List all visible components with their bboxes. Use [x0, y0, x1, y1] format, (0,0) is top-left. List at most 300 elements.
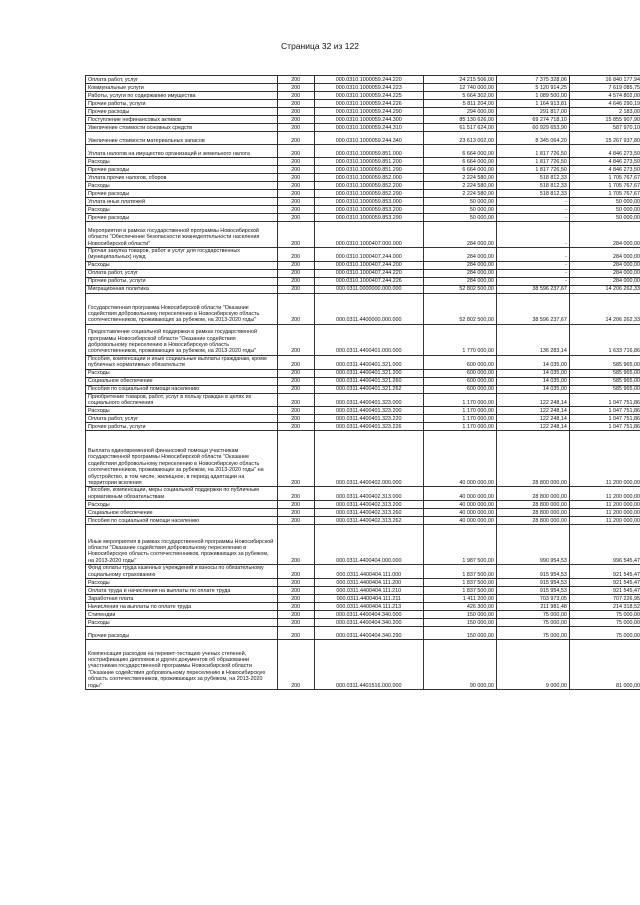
row-approved-cell: 52 802 500,00	[423, 293, 496, 324]
row-name-cell: Расходы	[86, 407, 278, 415]
row-executed-cell: 14 035,00	[496, 377, 569, 385]
row-kbk-cell: 000.0311.4400404.111.213	[314, 603, 423, 611]
row-name-cell: Начисления на выплаты по оплате труда	[86, 603, 278, 611]
table-row	[86, 627, 640, 640]
row-remaining-cell: 1 047 751,86	[569, 393, 640, 407]
row-approved-cell: 150 000,00	[423, 627, 496, 640]
row-name-cell: Иные мероприятия в рамках государственной программы Новосибирской области "Оказание содействия добровольному переселению в Новосибирскую область соотечественников, проживающих за рубежом, на 2013-2020 годы"	[86, 525, 278, 565]
row-name-cell: Расходы	[86, 579, 278, 587]
row-remaining-cell: 921 545,47	[569, 579, 640, 587]
row-remaining-cell: 284 000,00	[569, 261, 640, 269]
row-code-cell: 200	[277, 269, 314, 277]
row-remaining-cell: 587 970,10	[569, 124, 640, 132]
row-name-cell: Прочая закупка товаров, работ и услуг для государственных (муниципальных) нужд	[86, 248, 278, 262]
row-executed-cell: 5 120 914,25	[496, 84, 569, 92]
row-kbk-cell: 000.0311.4400404.111.200	[314, 579, 423, 587]
row-remaining-cell: 921 545,47	[569, 565, 640, 579]
row-name-cell: Приобретение товаров, работ, услуг в пользу граждан в целях их социального обеспечения	[86, 393, 278, 407]
row-executed-cell: 136 283,14	[496, 324, 569, 355]
row-executed-cell: 915 954,53	[496, 565, 569, 579]
row-name-cell: Прочие расходы	[86, 108, 278, 116]
table-row	[86, 579, 640, 587]
row-kbk-cell: 000.0310.1000059.852.290	[314, 190, 423, 198]
table-row	[86, 100, 640, 108]
row-executed-cell: 703 973,05	[496, 595, 569, 603]
row-executed-cell: 122 248,14	[496, 415, 569, 423]
row-remaining-cell: 585 965,00	[569, 369, 640, 377]
row-name-cell: Заработная плата	[86, 595, 278, 603]
table-row	[86, 206, 640, 214]
row-remaining-cell: 1 047 751,86	[569, 423, 640, 431]
row-name-cell: Прочие расходы	[86, 627, 278, 640]
row-remaining-cell: 707 226,95	[569, 595, 640, 603]
row-remaining-cell: 11 200 000,00	[569, 431, 640, 487]
row-name-cell: Увеличение стоимости материальных запасов	[86, 132, 278, 145]
row-approved-cell: 2 224 580,00	[423, 190, 496, 198]
row-name-cell: Оплата работ, услуг	[86, 415, 278, 423]
row-kbk-cell: 000.0311.4400402.313.200	[314, 501, 423, 509]
row-kbk-cell: 000.0311.4400401.321.200	[314, 369, 423, 377]
row-code-cell: 200	[277, 145, 314, 158]
row-name-cell: Государственная программа Новосибирской области "Оказание содействия добровольному переселению в Новосибирскую область соотечественников, проживающих за рубежом, на 2013-2020 годы"	[86, 293, 278, 324]
table-row	[86, 198, 640, 206]
row-code-cell: 200	[277, 100, 314, 108]
row-executed-cell: 9 000,00	[496, 640, 569, 690]
row-executed-cell: 1 817 726,50	[496, 166, 569, 174]
row-executed-cell: 915 954,53	[496, 587, 569, 595]
row-executed-cell: -	[496, 277, 569, 285]
row-kbk-cell: 000.0310.1000407.244.226	[314, 277, 423, 285]
row-remaining-cell: 81 000,00	[569, 640, 640, 690]
table-row	[86, 385, 640, 393]
row-remaining-cell: 11 200 000,00	[569, 517, 640, 525]
row-code-cell: 200	[277, 509, 314, 517]
row-remaining-cell: 996 545,47	[569, 525, 640, 565]
table-row	[86, 501, 640, 509]
row-code-cell: 200	[277, 517, 314, 525]
row-name-cell: Пособия по социальной помощи населению	[86, 517, 278, 525]
table-row	[86, 355, 640, 369]
row-name-cell: Расходы	[86, 261, 278, 269]
row-approved-cell: 50 000,00	[423, 206, 496, 214]
table-row	[86, 509, 640, 517]
table-row	[86, 174, 640, 182]
row-name-cell: Работы, услуги по содержанию имущества	[86, 92, 278, 100]
row-remaining-cell: 4 846 273,50	[569, 166, 640, 174]
row-approved-cell: 61 517 624,00	[423, 124, 496, 132]
row-approved-cell: 40 000 000,00	[423, 487, 496, 501]
table-row	[86, 415, 640, 423]
row-approved-cell: 1 170 000,00	[423, 393, 496, 407]
row-code-cell: 200	[277, 285, 314, 293]
row-kbk-cell: 000.0310.1000059.244.223	[314, 84, 423, 92]
row-name-cell: Компенсация расходов на перевет-тестацию ученых степеней, нострификацию дипломов и других документов об образовании участникам государственной программы Новосибирской области "Оказание содействия добровольному переселению в Новосибирскую область соотечественников, проживающих за рубежом, на 2013-2020 годы"	[86, 640, 278, 690]
row-kbk-cell: 000.0311.4400404.111.000	[314, 565, 423, 579]
row-kbk-cell: 000.0311.4400401.321.260	[314, 377, 423, 385]
row-remaining-cell: 11 200 000,00	[569, 509, 640, 517]
row-name-cell: Прочие расходы	[86, 214, 278, 222]
row-remaining-cell: 50 000,00	[569, 206, 640, 214]
row-approved-cell: 284 000,00	[423, 222, 496, 248]
table-row	[86, 611, 640, 619]
table-row	[86, 92, 640, 100]
row-code-cell: 200	[277, 190, 314, 198]
row-approved-cell: 50 000,00	[423, 198, 496, 206]
row-code-cell: 200	[277, 324, 314, 355]
row-kbk-cell: 000.0310.1000059.244.226	[314, 100, 423, 108]
table-row	[86, 84, 640, 92]
row-executed-cell: 8 345 064,20	[496, 132, 569, 145]
row-remaining-cell: 1 633 716,86	[569, 324, 640, 355]
row-name-cell: Социальное обеспечение	[86, 509, 278, 517]
row-remaining-cell: 75 000,00	[569, 627, 640, 640]
table-row	[86, 431, 640, 487]
row-kbk-cell: 000.0311.4400402.313.000	[314, 487, 423, 501]
table-row	[86, 277, 640, 285]
table-row	[86, 517, 640, 525]
table-row	[86, 423, 640, 431]
row-approved-cell: 1 837 500,00	[423, 579, 496, 587]
row-approved-cell: 40 000 000,00	[423, 509, 496, 517]
row-executed-cell: 7 375 328,06	[496, 76, 569, 84]
row-code-cell: 200	[277, 501, 314, 509]
row-name-cell: Уплата иных платежей	[86, 198, 278, 206]
row-remaining-cell: 75 000,00	[569, 611, 640, 619]
row-approved-cell: 284 000,00	[423, 277, 496, 285]
table-row	[86, 587, 640, 595]
row-code-cell: 200	[277, 182, 314, 190]
row-remaining-cell: 15 855 907,90	[569, 116, 640, 124]
row-remaining-cell: 284 000,00	[569, 269, 640, 277]
table-row	[86, 76, 640, 84]
row-kbk-cell: 000.0311.4400404.111.210	[314, 587, 423, 595]
row-code-cell: 200	[277, 369, 314, 377]
row-name-cell: Уплата прочих налогов, сборов	[86, 174, 278, 182]
row-name-cell: Миграционная политика	[86, 285, 278, 293]
table-row	[86, 261, 640, 269]
row-executed-cell: 28 800 000,00	[496, 501, 569, 509]
row-executed-cell: 291 817,00	[496, 108, 569, 116]
row-name-cell: Стипендии	[86, 611, 278, 619]
row-approved-cell: 284 000,00	[423, 261, 496, 269]
row-code-cell: 200	[277, 214, 314, 222]
row-approved-cell: 600 000,00	[423, 355, 496, 369]
table-row	[86, 182, 640, 190]
row-kbk-cell: 000.0310.1000059.244.340	[314, 132, 423, 145]
row-kbk-cell: 000.0310.1000059.851.000	[314, 145, 423, 158]
row-name-cell: Расходы	[86, 206, 278, 214]
row-kbk-cell: 000.0310.1000059.853.000	[314, 198, 423, 206]
row-executed-cell: 60 929 653,90	[496, 124, 569, 132]
row-code-cell: 200	[277, 565, 314, 579]
row-executed-cell: 28 800 000,00	[496, 517, 569, 525]
table-row	[86, 145, 640, 158]
row-executed-cell: 14 035,00	[496, 355, 569, 369]
row-kbk-cell: 000.0310.1000059.244.225	[314, 92, 423, 100]
row-remaining-cell: 4 846 273,50	[569, 145, 640, 158]
table-row	[86, 487, 640, 501]
row-name-cell: Коммунальные услуги	[86, 84, 278, 92]
row-code-cell: 200	[277, 611, 314, 619]
row-kbk-cell: 000.0311.4400402.000.000	[314, 431, 423, 487]
row-kbk-cell: 000.0311.4400404.000.000	[314, 525, 423, 565]
row-kbk-cell: 000.0310.1000407.244.220	[314, 269, 423, 277]
row-executed-cell: 518 812,33	[496, 174, 569, 182]
row-executed-cell: 14 035,00	[496, 369, 569, 377]
row-approved-cell: 2 224 580,00	[423, 182, 496, 190]
row-name-cell: Оплата работ, услуг	[86, 76, 278, 84]
row-executed-cell: 75 000,00	[496, 627, 569, 640]
row-kbk-cell: 000.0310.1000059.244.310	[314, 124, 423, 132]
row-code-cell: 200	[277, 166, 314, 174]
row-code-cell: 200	[277, 92, 314, 100]
row-executed-cell: -	[496, 222, 569, 248]
table-row	[86, 222, 640, 248]
row-executed-cell: -	[496, 248, 569, 262]
row-executed-cell: 38 596 237,67	[496, 293, 569, 324]
table-row	[86, 619, 640, 627]
row-code-cell: 200	[277, 393, 314, 407]
row-remaining-cell: 1 047 751,86	[569, 407, 640, 415]
row-name-cell: Выплата единовременной финансовой помощи участникам государственной программы Новосибирской области "Оказание содействия добровольному переселению в Новосибирскую область соотечественников, проживающих за рубежом, на 2013-2020 годы" на обустройство, в том числе, жилищное, в период адаптации на территории вселения	[86, 431, 278, 487]
table-row	[86, 108, 640, 116]
row-kbk-cell: 000.0310.1000407.244.200	[314, 261, 423, 269]
row-approved-cell: 12 740 000,00	[423, 84, 496, 92]
table-row	[86, 565, 640, 579]
row-executed-cell: 1 817 726,50	[496, 145, 569, 158]
row-executed-cell: 122 248,14	[496, 423, 569, 431]
row-name-cell: Расходы	[86, 369, 278, 377]
row-executed-cell: 1 817 726,50	[496, 158, 569, 166]
row-kbk-cell: 000.0310.1000059.853.200	[314, 206, 423, 214]
table-row	[86, 393, 640, 407]
row-code-cell: 200	[277, 248, 314, 262]
row-executed-cell: 990 954,53	[496, 525, 569, 565]
row-approved-cell: 1 170 000,00	[423, 415, 496, 423]
row-code-cell: 200	[277, 487, 314, 501]
row-executed-cell: 69 274 718,10	[496, 116, 569, 124]
row-approved-cell: 40 000 000,00	[423, 517, 496, 525]
row-code-cell: 200	[277, 84, 314, 92]
row-remaining-cell: 1 047 751,86	[569, 415, 640, 423]
row-code-cell: 200	[277, 423, 314, 431]
row-executed-cell: 518 812,33	[496, 190, 569, 198]
row-executed-cell: 122 248,14	[496, 393, 569, 407]
row-remaining-cell: 585 965,00	[569, 385, 640, 393]
row-kbk-cell: 000.0311.4400404.111.211	[314, 595, 423, 603]
row-code-cell: 200	[277, 277, 314, 285]
row-code-cell: 200	[277, 377, 314, 385]
row-approved-cell: 1 170 000,00	[423, 423, 496, 431]
row-executed-cell: -	[496, 198, 569, 206]
row-approved-cell: 5 811 204,00	[423, 100, 496, 108]
row-code-cell: 200	[277, 261, 314, 269]
row-approved-cell: 284 000,00	[423, 248, 496, 262]
row-kbk-cell: 000.0311.4400000.000.000	[314, 293, 423, 324]
row-remaining-cell: 50 000,00	[569, 214, 640, 222]
row-kbk-cell: 000.0311.4400402.313.260	[314, 509, 423, 517]
row-code-cell: 200	[277, 206, 314, 214]
table-row	[86, 166, 640, 174]
row-kbk-cell: 000.0311.4400402.313.262	[314, 517, 423, 525]
table-row	[86, 269, 640, 277]
row-code-cell: 200	[277, 415, 314, 423]
row-approved-cell: 284 000,00	[423, 269, 496, 277]
row-kbk-cell: 000.0310.1000059.852.200	[314, 182, 423, 190]
row-remaining-cell: 16 840 177,94	[569, 76, 640, 84]
row-executed-cell: 28 800 000,00	[496, 509, 569, 517]
row-name-cell: Прочие работы, услуги	[86, 100, 278, 108]
row-name-cell: Расходы	[86, 158, 278, 166]
row-approved-cell: 52 802 500,00	[423, 285, 496, 293]
row-executed-cell: 28 800 000,00	[496, 487, 569, 501]
row-remaining-cell: 4 574 802,00	[569, 92, 640, 100]
row-remaining-cell: 284 000,00	[569, 248, 640, 262]
row-kbk-cell: 000.0311.4400401.321.262	[314, 385, 423, 393]
row-kbk-cell: 000.0311.4400401.321.000	[314, 355, 423, 369]
row-remaining-cell: 14 206 262,33	[569, 293, 640, 324]
table-row	[86, 285, 640, 293]
row-kbk-cell: 000.0311.4400404.340.290	[314, 627, 423, 640]
row-executed-cell: -	[496, 206, 569, 214]
row-approved-cell: 1 770 000,00	[423, 324, 496, 355]
row-kbk-cell: 000.0310.1000059.244.290	[314, 108, 423, 116]
row-approved-cell: 1 411 200,00	[423, 595, 496, 603]
row-remaining-cell: 921 545,47	[569, 587, 640, 595]
row-code-cell: 200	[277, 595, 314, 603]
row-kbk-cell: 000.0310.1000059.244.300	[314, 116, 423, 124]
row-name-cell: Прочие работы, услуги	[86, 277, 278, 285]
row-remaining-cell: 11 200 000,00	[569, 487, 640, 501]
row-remaining-cell: 15 267 937,80	[569, 132, 640, 145]
table-row	[86, 293, 640, 324]
row-remaining-cell: 4 846 273,50	[569, 158, 640, 166]
row-code-cell: 200	[277, 603, 314, 611]
page-number-header: Страница 32 из 122	[281, 41, 359, 51]
row-executed-cell: 38 596 237,67	[496, 285, 569, 293]
row-code-cell: 200	[277, 293, 314, 324]
table-row	[86, 124, 640, 132]
row-code-cell: 200	[277, 579, 314, 587]
row-approved-cell: 90 000,00	[423, 640, 496, 690]
row-kbk-cell: 000.0310.1000059.851.200	[314, 158, 423, 166]
row-executed-cell: 915 954,53	[496, 579, 569, 587]
table-row	[86, 525, 640, 565]
row-kbk-cell: 000.0311.4400401.323.200	[314, 407, 423, 415]
row-approved-cell: 40 000 000,00	[423, 431, 496, 487]
row-name-cell: Пособия по социальной помощи населению	[86, 385, 278, 393]
row-name-cell: Расходы	[86, 501, 278, 509]
row-approved-cell: 600 000,00	[423, 385, 496, 393]
row-code-cell: 200	[277, 198, 314, 206]
row-approved-cell: 294 000,00	[423, 108, 496, 116]
row-code-cell: 200	[277, 525, 314, 565]
row-approved-cell: 40 000 000,00	[423, 501, 496, 509]
row-approved-cell: 1 987 500,00	[423, 525, 496, 565]
row-remaining-cell: 7 619 085,75	[569, 84, 640, 92]
row-remaining-cell: 214 318,52	[569, 603, 640, 611]
row-name-cell: Оплата труда и начисления на выплаты по оплате труда	[86, 587, 278, 595]
row-approved-cell: 150 000,00	[423, 619, 496, 627]
row-kbk-cell: 000.0310.1000059.853.290	[314, 214, 423, 222]
row-remaining-cell: 75 000,00	[569, 619, 640, 627]
row-code-cell: 200	[277, 385, 314, 393]
row-executed-cell: -	[496, 261, 569, 269]
row-approved-cell: 1 170 000,00	[423, 407, 496, 415]
row-kbk-cell: 000.0311.4400404.340.200	[314, 619, 423, 627]
row-executed-cell: -	[496, 269, 569, 277]
row-kbk-cell: 000.0310.1000407.244.000	[314, 248, 423, 262]
row-approved-cell: 23 613 002,00	[423, 132, 496, 145]
row-executed-cell: 28 800 000,00	[496, 431, 569, 487]
row-approved-cell: 426 300,00	[423, 603, 496, 611]
row-kbk-cell: 000.0311.4400401.323.226	[314, 423, 423, 431]
row-name-cell: Социальное обеспечение	[86, 377, 278, 385]
row-kbk-cell: 000.0311.4401516.000.000	[314, 640, 423, 690]
row-approved-cell: 24 215 506,00	[423, 76, 496, 84]
row-kbk-cell: 000.0311.0000000.000.000	[314, 285, 423, 293]
row-code-cell: 200	[277, 355, 314, 369]
table-row	[86, 369, 640, 377]
row-code-cell: 200	[277, 174, 314, 182]
row-name-cell: Оплата работ, услуг	[86, 269, 278, 277]
row-kbk-cell: 000.0310.1000059.244.220	[314, 76, 423, 84]
row-remaining-cell: 4 646 290,19	[569, 100, 640, 108]
row-code-cell: 200	[277, 619, 314, 627]
row-remaining-cell: 585 965,00	[569, 377, 640, 385]
row-remaining-cell: 14 206 262,33	[569, 285, 640, 293]
table-row	[86, 190, 640, 198]
row-name-cell: Мероприятия в рамках государственной программы Новосибирской области "Обеспечение безопасности жизнедеятельности населения Новосибирской области"	[86, 222, 278, 248]
row-executed-cell: 1 164 913,81	[496, 100, 569, 108]
row-code-cell: 200	[277, 222, 314, 248]
row-remaining-cell: 1 705 767,67	[569, 190, 640, 198]
row-remaining-cell: 50 000,00	[569, 198, 640, 206]
row-name-cell: Уплата налогов на имущество организаций и земельного налога	[86, 145, 278, 158]
row-remaining-cell: 2 183,00	[569, 108, 640, 116]
row-executed-cell: 122 248,14	[496, 407, 569, 415]
table-row	[86, 158, 640, 166]
row-code-cell: 200	[277, 132, 314, 145]
row-approved-cell: 6 664 000,00	[423, 166, 496, 174]
row-remaining-cell: 284 000,00	[569, 277, 640, 285]
row-kbk-cell: 000.0311.4400401.000.000	[314, 324, 423, 355]
row-remaining-cell: 1 705 767,67	[569, 174, 640, 182]
row-approved-cell: 1 837 500,00	[423, 587, 496, 595]
table-row	[86, 214, 640, 222]
row-name-cell: Увеличение стоимости основных средств	[86, 124, 278, 132]
table-row	[86, 595, 640, 603]
row-code-cell: 200	[277, 640, 314, 690]
row-approved-cell: 600 000,00	[423, 369, 496, 377]
row-executed-cell: 211 981,48	[496, 603, 569, 611]
row-approved-cell: 600 000,00	[423, 377, 496, 385]
row-executed-cell: 75 000,00	[496, 619, 569, 627]
table-row	[86, 407, 640, 415]
row-kbk-cell: 000.0310.1000407.000.000	[314, 222, 423, 248]
row-code-cell: 200	[277, 158, 314, 166]
row-code-cell: 200	[277, 407, 314, 415]
row-approved-cell: 85 130 626,00	[423, 116, 496, 124]
row-kbk-cell: 000.0311.4400401.323.000	[314, 393, 423, 407]
row-kbk-cell: 000.0310.1000059.851.290	[314, 166, 423, 174]
row-kbk-cell: 000.0311.4400401.323.220	[314, 415, 423, 423]
row-name-cell: Пособия, компенсации и иные социальные выплаты гражданам, кроме публичных нормативных обязательств	[86, 355, 278, 369]
row-remaining-cell: 284 000,00	[569, 222, 640, 248]
row-remaining-cell: 585 965,00	[569, 355, 640, 369]
row-name-cell: Фонд оплаты труда казенных учреждений и взносы по обязательному социальному страхованию	[86, 565, 278, 579]
row-approved-cell: 6 664 000,00	[423, 158, 496, 166]
